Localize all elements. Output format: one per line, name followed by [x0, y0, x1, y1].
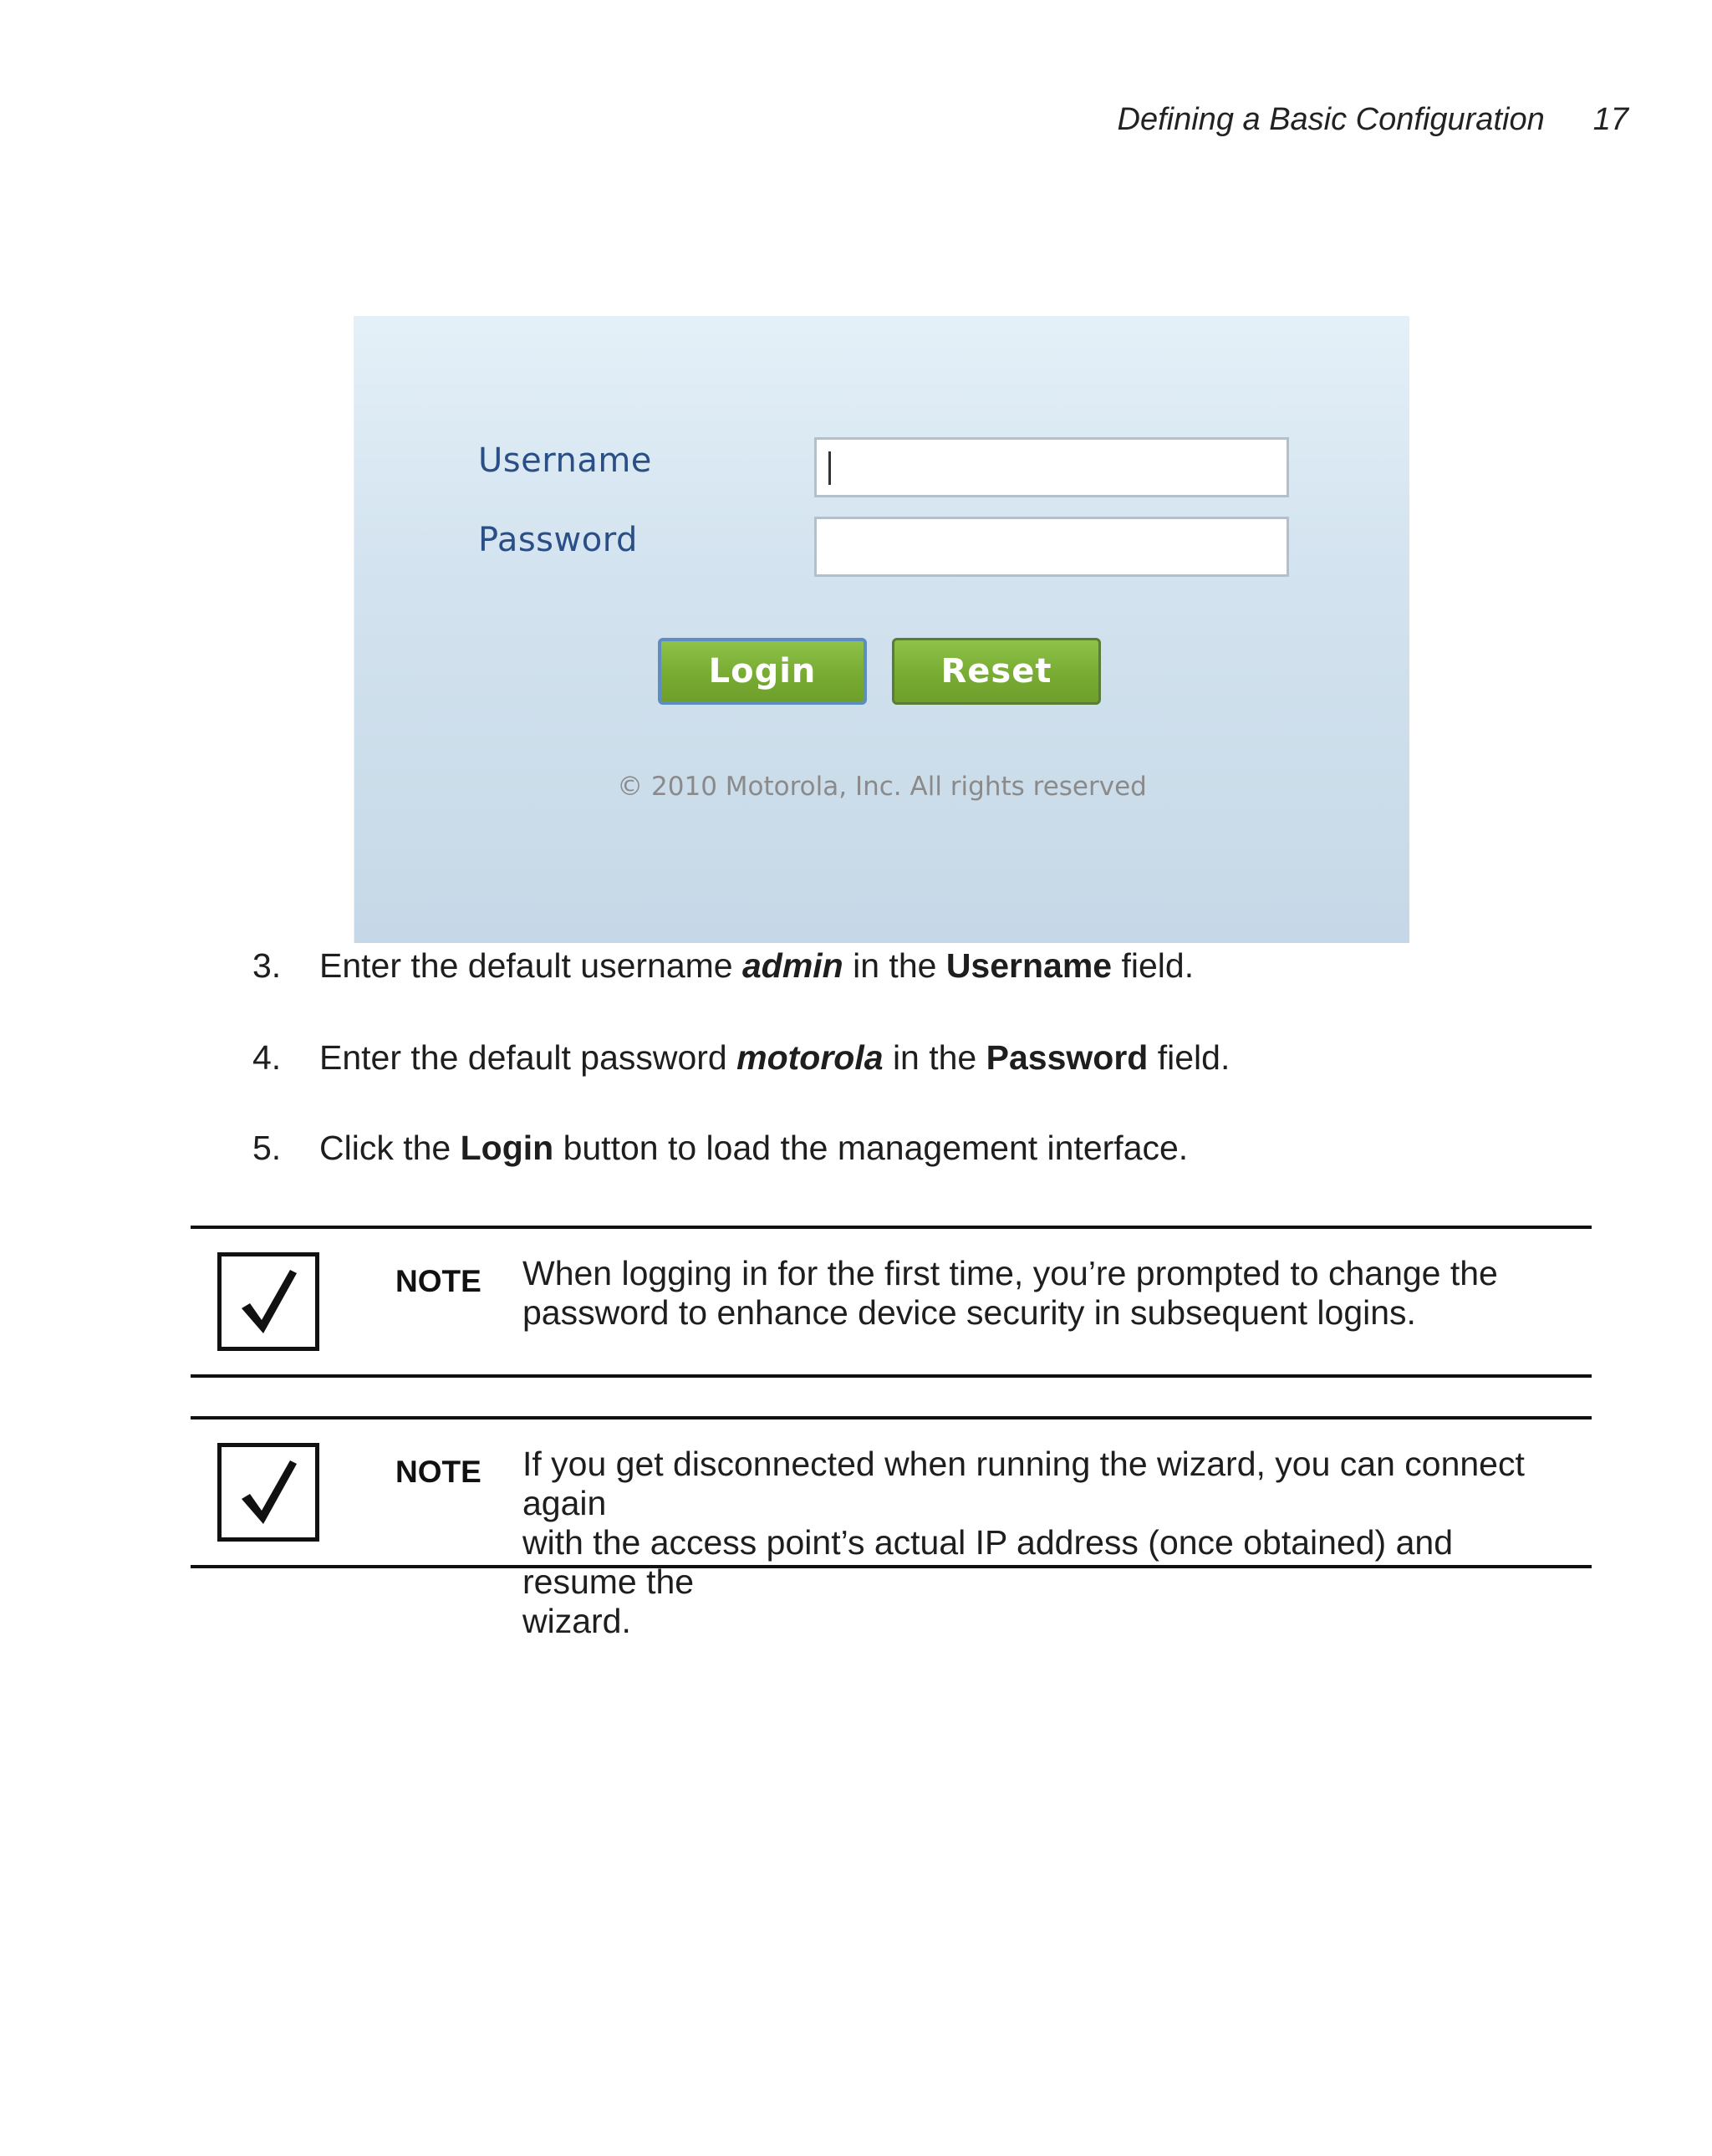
button-name: Login — [460, 1129, 554, 1167]
step-text-prefix: Enter the default username — [319, 946, 742, 985]
step-text-middle: in the — [883, 1038, 986, 1077]
step-number: 3. — [252, 946, 282, 985]
password-label: Password — [478, 521, 638, 559]
note-text-line: When logging in for the first time, you’re prompted to change the — [522, 1254, 1498, 1292]
step-text-suffix: field. — [1148, 1038, 1230, 1077]
running-header — [1118, 102, 1628, 138]
checkmark-box-icon — [217, 1443, 319, 1542]
note-text — [522, 1445, 1576, 1641]
field-name: Password — [986, 1038, 1149, 1077]
login-button[interactable]: Login — [658, 638, 867, 705]
note-text-line: with the access point’s actual IP address (once obtained) and resume the — [522, 1523, 1454, 1601]
password-field[interactable] — [814, 517, 1289, 577]
note-text-line: password to enhance device security in subsequent logins. — [522, 1293, 1416, 1332]
step-text-suffix: button to load the management interface. — [553, 1129, 1189, 1167]
step-text — [319, 1129, 1188, 1168]
default-password: motorola — [736, 1038, 884, 1077]
step-text-middle: in the — [843, 946, 946, 985]
step-text-prefix: Click the — [319, 1129, 461, 1167]
note-text-line: If you get disconnected when running the wizard, you can connect again — [522, 1445, 1525, 1522]
step-text-suffix: field. — [1112, 946, 1195, 985]
note-text-line: wizard. — [522, 1602, 631, 1640]
step-number: 5. — [252, 1129, 282, 1167]
checkmark-box-icon — [217, 1252, 319, 1351]
note-text — [522, 1254, 1576, 1333]
login-screenshot — [354, 316, 1409, 943]
checkmark-icon — [238, 1268, 298, 1337]
username-field[interactable] — [814, 437, 1289, 497]
text-caret — [828, 451, 831, 485]
step-text — [319, 946, 1194, 986]
step-text-prefix: Enter the default password — [319, 1038, 737, 1077]
username-label: Username — [478, 441, 652, 480]
copyright-text: © 2010 Motorola, Inc. All rights reserved — [617, 772, 1147, 802]
section-title: Defining a Basic Configuration — [1117, 102, 1545, 137]
step-number: 4. — [252, 1038, 282, 1077]
reset-button[interactable]: Reset — [892, 638, 1101, 705]
step-text — [319, 1038, 1230, 1078]
page-number: 17 — [1592, 102, 1628, 137]
note-box — [191, 1416, 1592, 1640]
note-label: NOTE — [395, 1455, 482, 1489]
note-box — [191, 1226, 1592, 1378]
field-name: Username — [945, 946, 1113, 985]
default-username: admin — [741, 946, 843, 985]
checkmark-icon — [238, 1459, 298, 1527]
note-label: NOTE — [395, 1264, 482, 1298]
